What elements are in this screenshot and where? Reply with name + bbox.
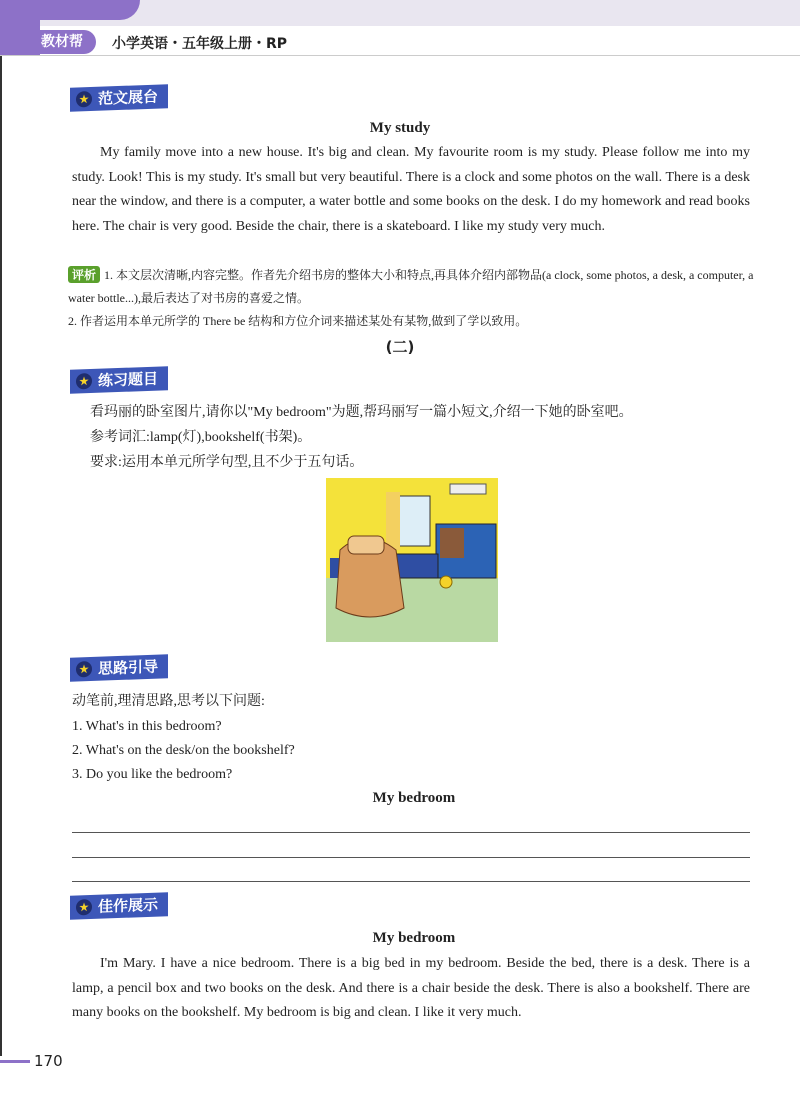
tag-label: 范文展台 [98, 87, 159, 108]
note-label: 评析 [68, 266, 100, 283]
section-tag-thinking-guide [70, 654, 168, 681]
section-tag-excellent-work [70, 892, 168, 919]
page-number: 170 [34, 1052, 63, 1070]
part-heading: (二) [385, 338, 415, 356]
guide-question: 2. What's on the desk/on the bookshelf? [72, 743, 295, 758]
book-title: 小学英语・五年级上册・RP [112, 36, 288, 52]
section-tag-model-essay [70, 84, 168, 111]
exercise-line: 看玛丽的卧室图片,请你以"My bedroom"为题,帮玛丽写一篇小短文,介绍一下她的卧室吧。 [90, 405, 633, 420]
bedroom-illustration [326, 478, 498, 642]
exercise-line: 要求:运用本单元所学句型,且不少于五句话。 [90, 455, 364, 470]
note-1-text: 1. 本文层次清晰,内容完整。作者先介绍书房的整体大小和特点,再具体介绍内部物品(a clock, some photos, a desk, a computer, a water bottle...),最后表达了对书房的喜爱之情。 [68, 268, 754, 305]
star-icon: ★ [76, 373, 92, 390]
writing-line[interactable] [72, 881, 750, 882]
tag-label: 练习题目 [98, 369, 159, 390]
essay-text: I'm Mary. I have a nice bedroom. There is a big bed in my bedroom. Beside the bed, there is a desk. There is a lamp, a pencil box and two books on the desk. And there is a chair beside the desk. There is also a bookshelf. There are many books on the bookshelf. My bedroom is big and clean. I like it very much. [72, 956, 750, 1020]
brand-label: 教材帮 [28, 30, 96, 54]
exercise-line: 参考词汇:lamp(灯),bookshelf(书架)。 [90, 430, 312, 445]
page-number-bar [0, 1060, 30, 1063]
note-1 [68, 264, 758, 310]
guide-intro: 动笔前,理清思路,思考以下问题: [72, 694, 265, 709]
guide-question: 1. What's in this bedroom? [72, 719, 222, 734]
note-2: 2. 作者运用本单元所学的 There be 结构和方位介词来描述某处有某物,做到了学以致用。 [68, 314, 528, 328]
writing-line[interactable] [72, 857, 750, 858]
guide-question: 3. Do you like the bedroom? [72, 767, 233, 782]
tag-label: 佳作展示 [98, 895, 159, 916]
essay-text: My family move into a new house. It's big and clean. My favourite room is my study. Please follow me into my study. Look! This is my study. It's small but very beautiful. There is a clock and some photos on the wall. There is a desk near the window, and there is a computer, a water bottle and some books on the desk. I do my homework and read books here. The chair is very good. Beside the chair, there is a skateboard. I like my study very much. [72, 145, 750, 234]
section-tag-exercise [70, 366, 168, 393]
tag-label: 思路引导 [98, 657, 159, 678]
star-icon: ★ [76, 661, 92, 678]
essay-title: My bedroom [372, 930, 456, 946]
page-edge [0, 56, 2, 1056]
star-icon: ★ [76, 899, 92, 916]
writing-title: My bedroom [372, 790, 456, 806]
writing-line[interactable] [72, 832, 750, 833]
essay-title: My study [369, 120, 431, 136]
star-icon: ★ [76, 91, 92, 108]
top-decoration [0, 0, 140, 20]
